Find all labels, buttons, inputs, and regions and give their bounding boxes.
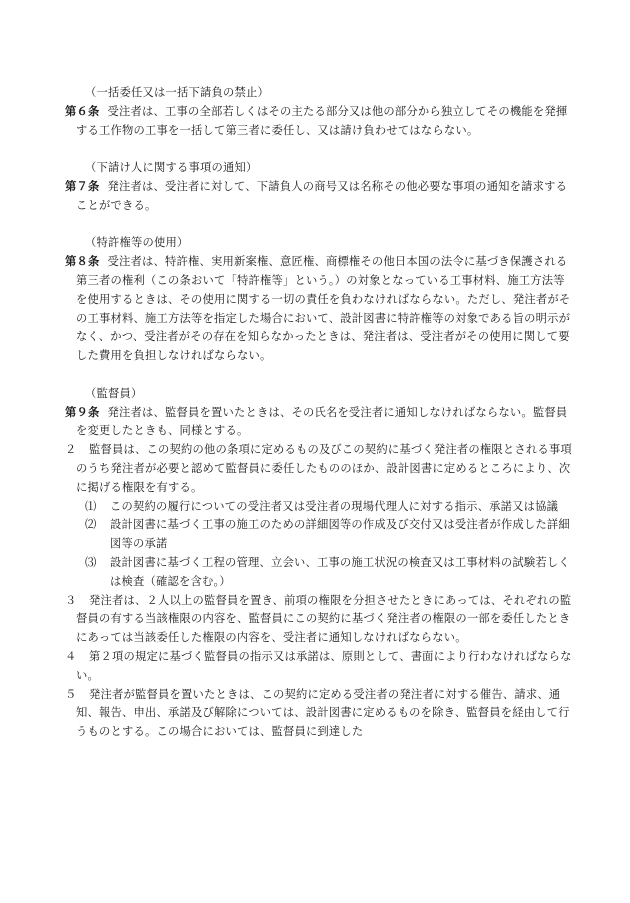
- article-9-paragraph-2: [65, 441, 574, 497]
- paragraph-text: 第２項の規定に基づく監督員の指示又は承諾は、原則として、書面により行わなければならない。: [76, 649, 572, 682]
- paragraph-text: 発注者は、２人以上の監督員を置き、前項の権限を分担させたときにあっては、それぞれの監督員の有する当該権限の内容を、監督員にこの契約に基づく発注者の権限の一部を委任したときにあっては当該委任した権限の内容を、受注者に通知しなければならない。: [76, 593, 572, 645]
- article-8: [65, 253, 574, 366]
- article-8-label: 第８条: [65, 255, 100, 269]
- spacer: [65, 366, 574, 385]
- paragraph-text: 監督員は、この契約の他の条項に定めるもの及びこの契約に基づく発注者の権限とされる事項のうち発注者が必要と認めて監督員に委任したもののほか、設計図書に定めるところにより、次に掲げる権限を有する。: [76, 443, 572, 494]
- paragraph-number: ５: [65, 687, 77, 701]
- article-8-text: 受注者は、特許権、実用新案権、意匠権、商標権その他日本国の法令に基づき保護される第三者の権利（この条おいて「特許権等」という。）の対象となっている工事材料、施工方法等を使用するときは、その使用に関する一切の責任を負わなければならない。ただし、発注者がその工事材料、施工方法等を指定した場合において、設計図書に特許権等の対象である旨の明示がなく、かつ、受注者がその存在を知らなかったときは、発注者は、受注者がその使用に関して要した費用を負担しなければならない。: [76, 255, 571, 363]
- article-7: [65, 178, 574, 216]
- paragraph-number: ４: [65, 649, 77, 663]
- item-text: 設計図書に基づく工程の管理、立会い、工事の施工状況の検査又は工事材料の試験若しくは検査（確認を含む。）: [110, 555, 570, 588]
- item-text: 設計図書に基づく工事の施工のための詳細図等の作成及び交付又は受注者が作成した詳細図等の承諾: [110, 518, 570, 551]
- item-text: この契約の履行についての受注者又は受注者の現場代理人に対する指示、承諾又は協議: [110, 499, 559, 513]
- item-number: ⑵: [85, 518, 97, 532]
- item-number: ⑴: [85, 499, 97, 513]
- paragraph-number: ２: [65, 443, 77, 457]
- spacer: [65, 216, 574, 235]
- article-9-paragraph-5: [65, 686, 574, 742]
- article-6-heading: （一括委任又は一括下請負の禁止）: [85, 86, 269, 99]
- article-6-label: 第６条: [65, 104, 100, 118]
- paragraph-text: 発注者が監督員を置いたときは、この契約に定める受注者の発注者に対する催告、請求、通知、報告、申出、承諾及び解除については、設計図書に定めるものを除き、監督員を経由して行うものとする。この場合においては、監督員に到達した: [76, 687, 570, 739]
- article-7-label: 第７条: [65, 179, 100, 193]
- article-6-text: 受注者は、工事の全部若しくはその主たる部分又は他の部分から独立してその機能を発揮する工作物の工事を一括して第三者に委任し、又は請け負わせてはならない。: [76, 104, 568, 137]
- item-number: ⑶: [85, 555, 97, 569]
- article-6: [65, 103, 574, 141]
- article-9-text: 発注者は、監督員を置いたときは、その氏名を受注者に通知しなければならない。監督員を変更したときも、同様とする。: [76, 405, 568, 438]
- article-7-heading: （下請け人に関する事項の通知）: [85, 161, 258, 175]
- list-item: [65, 498, 574, 517]
- list-item: [65, 554, 574, 592]
- article-9-paragraph-4: [65, 648, 574, 686]
- list-item: [65, 516, 574, 554]
- article-9-heading: （監督員）: [85, 386, 143, 400]
- paragraph-number: ３: [65, 593, 77, 607]
- article-8-heading: （特許権等の使用）: [85, 236, 189, 250]
- article-9-paragraph-3: [65, 592, 574, 648]
- article-7-text: 発注者は、受注者に対して、下請負人の商号又は名称その他必要な事項の通知を請求することができる。: [76, 179, 568, 212]
- spacer: [65, 140, 574, 159]
- article-9-label: 第９条: [65, 405, 100, 419]
- article-9: [65, 404, 574, 442]
